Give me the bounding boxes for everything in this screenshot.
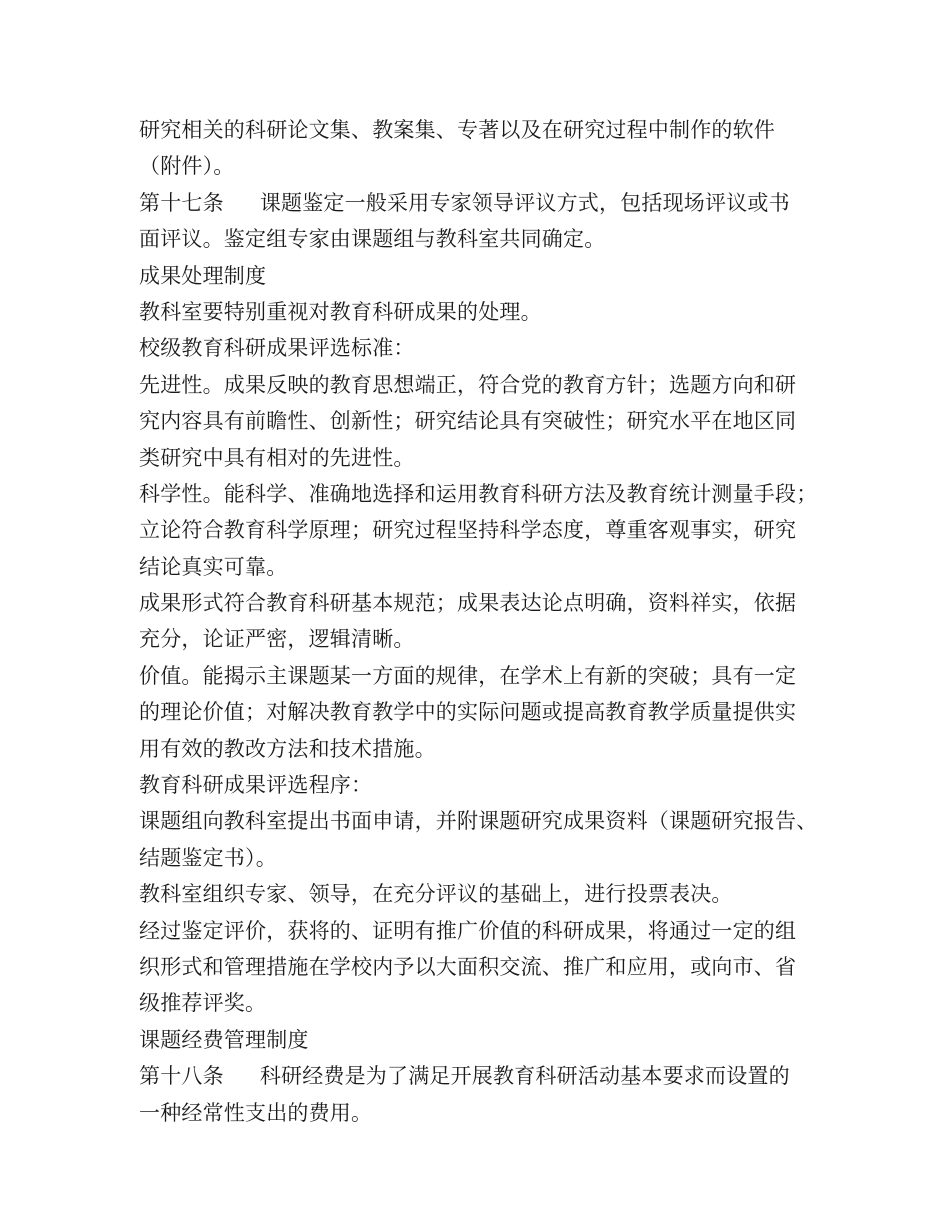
- text-line: 校级教育科研成果评选标准：: [139, 336, 415, 361]
- article-17-line: [139, 185, 829, 221]
- text-line: 结论真实可靠。: [139, 554, 288, 579]
- text-line: 的理论价值；对解决教育教学中的实际问题或提高教育教学质量提供实: [139, 700, 797, 725]
- article-18-label: 第十八条: [139, 1064, 224, 1089]
- text-line: 立论符合教育科学原理；研究过程坚持科学态度，尊重客观事实，研究: [139, 518, 797, 543]
- text-line: 科学性。能科学、准确地选择和运用教育科研方法及教育统计测量手段；: [139, 481, 818, 506]
- article-17-label: 第十七条: [139, 190, 224, 215]
- text-line: 成果形式符合教育科研基本规范；成果表达论点明确，资料祥实，依据: [139, 591, 797, 616]
- text-line: 先进性。成果反映的教育思想端正，符合党的教育方针；选题方向和研: [139, 372, 797, 397]
- text-line: 充分，论证严密，逻辑清晰。: [139, 627, 415, 652]
- text-line: 用有效的教改方法和技术措施。: [139, 736, 436, 761]
- article-18-line: [139, 1058, 829, 1094]
- text-line: 究内容具有前瞻性、创新性；研究结论具有突破性；研究水平在地区同: [139, 409, 797, 434]
- text-line: 价值。能揭示主课题某一方面的规律，在学术上有新的突破；具有一定: [139, 663, 797, 688]
- text-line: 教科室组织专家、领导，在充分评议的基础上，进行投票表决。: [139, 882, 733, 907]
- section-heading-results: 成果处理制度: [139, 263, 267, 288]
- text-line: 面评议。鉴定组专家由课题组与教科室共同确定。: [139, 227, 606, 252]
- article-18-text: 科研经费是为了满足开展教育科研活动基本要求而设置的: [259, 1064, 790, 1089]
- text-line: （附件）。: [139, 154, 235, 179]
- text-line: 织形式和管理措施在学校内予以大面积交流、推广和应用，或向市、省: [139, 954, 797, 979]
- article-17-text: 课题鉴定一般采用专家领导评议方式，包括现场评议或书: [259, 190, 790, 215]
- text-line: 结题鉴定书）。: [139, 845, 277, 870]
- text-line: 教科室要特别重视对教育科研成果的处理。: [139, 299, 542, 324]
- text-line: 研究相关的科研论文集、教案集、专著以及在研究过程中制作的软件: [139, 118, 775, 142]
- text-line: 教育科研成果评选程序：: [139, 773, 373, 798]
- text-line: 级推荐评奖。: [139, 991, 267, 1016]
- text-line: 一种经常性支出的费用。: [139, 1100, 373, 1125]
- text-line: 课题组向教科室提出书面申请，并附课题研究成果资料（课题研究报告、: [139, 809, 818, 834]
- text-line: 类研究中具有相对的先进性。: [139, 445, 415, 470]
- text-line: 经过鉴定评价，获将的、证明有推广价值的科研成果，将通过一定的组: [139, 918, 797, 943]
- document-body: [139, 112, 829, 1131]
- section-heading-funding: 课题经费管理制度: [139, 1027, 309, 1052]
